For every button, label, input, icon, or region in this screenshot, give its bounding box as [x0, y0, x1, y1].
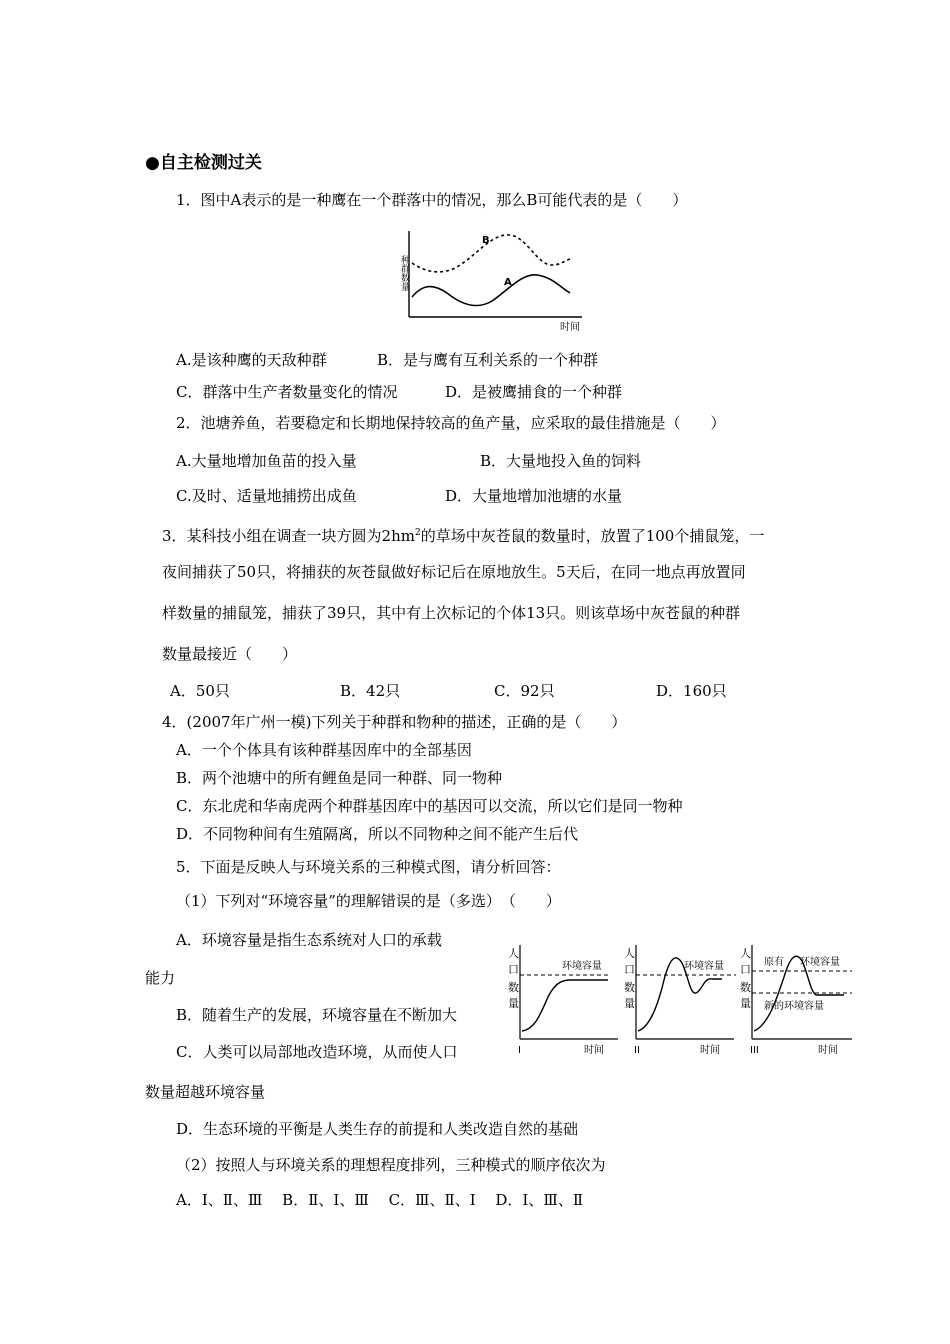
q1-option-c: C．群落中生产者数量变化的情况: [176, 383, 398, 401]
p1-ylabel-2: 口: [508, 963, 519, 976]
p2-ylabel-4: 量: [624, 997, 635, 1010]
q5-option-a-line-1: A．环境容量是指生态系统对人口的承载: [176, 931, 442, 949]
p1-ylabel-3: 数: [508, 981, 519, 994]
q3-line-1-post: 的草场中灰苍鼠的数量时，放置了100个捕鼠笼，一: [420, 527, 765, 545]
model-panel-1: [508, 945, 618, 1056]
p3-ylabel-3: 数: [740, 981, 751, 994]
model-panel-3: [740, 945, 852, 1056]
p1-ylabel-4: 量: [508, 997, 519, 1010]
label-b: B: [482, 235, 490, 246]
p1-capacity-label: 环境容量: [562, 961, 602, 972]
q4-stem: 4．(2007年广州一模)下列关于种群和物种的描述，正确的是（ ）: [162, 713, 627, 731]
p3-label: III: [750, 1045, 759, 1056]
q4-option-b: B．两个池塘中的所有鲤鱼是同一种群、同一物种: [176, 769, 503, 787]
p3-new-capacity-label: 新的环境容量: [764, 1001, 824, 1012]
q4-option-d: D．不同物种间有生殖隔离，所以不同物种之间不能产生后代: [176, 825, 579, 843]
p3-xlabel: 时间: [818, 1045, 838, 1056]
curve-b: [412, 235, 570, 272]
q2-option-c: C.及时、适量地捕捞出成鱼: [176, 487, 357, 505]
q4-option-a: A．一个个体具有该种群基因库中的全部基因: [176, 741, 472, 759]
q5-figure: [500, 935, 860, 1060]
q3-option-d: D．160只: [656, 682, 727, 700]
p3-ylabel-4: 量: [740, 997, 751, 1010]
p3-capacity-label: 环境容量: [800, 957, 840, 968]
q1-option-b: B．是与鹰有互利关系的一个种群: [377, 351, 599, 369]
q3-line-1: [162, 523, 764, 546]
curve-a: [412, 275, 570, 306]
p3-ylabel-1: 人: [740, 947, 751, 960]
q5-sub-2: （2）按照人与环境关系的理想程度排列，三种模式的顺序依次为: [176, 1156, 606, 1174]
p2-capacity-label: 环境容量: [684, 961, 724, 972]
q2-option-d: D．大量地增加池塘的水量: [445, 487, 623, 505]
q5-option-c-line-2: 数量超越环境容量: [145, 1083, 266, 1101]
p2-label: II: [634, 1045, 640, 1056]
q1-stem: 1．图中A表示的是一种鹰在一个群落中的情况，那么B可能代表的是（ ）: [176, 191, 688, 209]
model-panel-2: [624, 945, 736, 1056]
q3-line-4: 数量最接近（ ）: [162, 645, 298, 663]
label-a: A: [504, 277, 512, 288]
q5-option-b: B．随着生产的发展，环境容量在不断加大: [176, 1006, 458, 1024]
q5-sub-1: （1）下列对“环境容量”的理解错误的是（多选） （ ）: [176, 892, 561, 910]
q5-option-d: D．生态环境的平衡是人类生存的前提和人类改造自然的基础: [176, 1120, 579, 1138]
q5-stem: 5．下面是反映人与环境关系的三种模式图，请分析回答：: [176, 858, 561, 876]
q4-option-c: C．东北虎和华南虎两个种群基因库中的基因可以交流，所以它们是同一物种: [176, 797, 683, 815]
p1-ylabel-1: 人: [508, 947, 519, 960]
p3-original-label: 原有: [764, 957, 784, 968]
p2-ylabel-1: 人: [624, 947, 635, 960]
q3-line-1-pre: 3．某科技小组在调查一块方圆为2hm: [162, 527, 415, 545]
q1-option-d: D．是被鹰捕食的一个种群: [445, 383, 623, 401]
p2-ylabel-2: 口: [624, 963, 635, 976]
q2-stem: 2．池塘养鱼，若要稳定和长期地保持较高的鱼产量，应采取的最佳措施是（ ）: [176, 414, 726, 432]
q2-option-b: B．大量地投入鱼的饲料: [480, 452, 642, 470]
q1-ylabel: 种群数量: [399, 255, 409, 291]
section-title: ●自主检测过关: [145, 153, 262, 173]
q5-answer-options: A．Ⅰ、Ⅱ、Ⅲ B．Ⅱ、Ⅰ、Ⅲ C．Ⅲ、Ⅱ、Ⅰ D．Ⅰ、Ⅲ、Ⅱ: [176, 1191, 584, 1209]
q3-option-c: C．92只: [494, 682, 555, 700]
q3-line-2: 夜间捕获了50只，将捕获的灰苍鼠做好标记后在原地放生。5天后，在同一地点再放置同: [162, 563, 746, 581]
q5-option-c-line-1: C．人类可以局部地改造环境，从而使人口: [176, 1043, 458, 1061]
q1-figure: [392, 225, 592, 335]
q5-option-a-line-2: 能力: [145, 969, 176, 987]
q1-option-a: A.是该种鹰的天敌种群: [176, 351, 327, 369]
p3-ylabel-2: 口: [740, 963, 751, 976]
p2-xlabel: 时间: [700, 1045, 720, 1056]
p1-xlabel: 时间: [584, 1045, 604, 1056]
q3-line-3: 样数量的捕鼠笼，捕获了39只，其中有上次标记的个体13只。则该草场中灰苍鼠的种群: [162, 604, 741, 622]
q3-option-b: B．42只: [340, 682, 401, 700]
p1-label: I: [518, 1045, 521, 1056]
p2-ylabel-3: 数: [624, 981, 635, 994]
q3-option-a: A．50只: [170, 682, 230, 700]
q2-option-a: A.大量地增加鱼苗的投入量: [176, 452, 357, 470]
q1-xlabel: 时间: [560, 322, 580, 333]
q3-line-1-sup: 2: [414, 528, 421, 538]
